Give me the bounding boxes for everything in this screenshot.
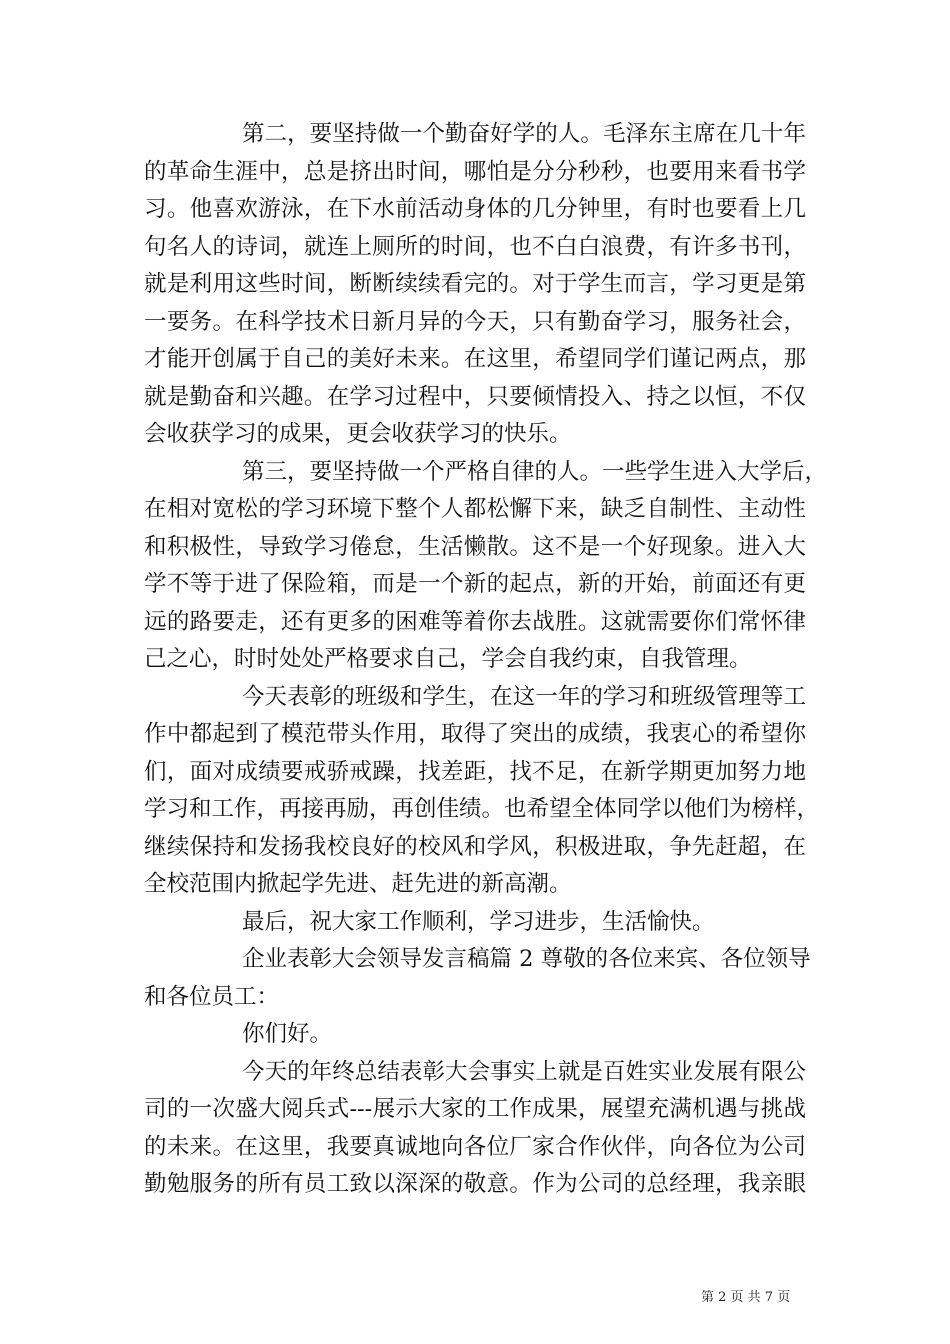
text-line: 己之心，时时处处严格要求自己，学会自我约束，自我管理。 [144, 646, 752, 672]
text-line: 一要务。在科学技术日新月异的今天，只有勤奋学习，服务社会， [144, 308, 806, 335]
text-line: 句名人的诗词，就连上厕所的时间，也不白白浪费，有许多书刊， [144, 233, 806, 260]
text-line: 全校范围内掀起学先进、赶先进的新高潮。 [144, 871, 572, 897]
text-line: 今天的年终总结表彰大会事实上就是百姓实业发展有限公 [242, 1058, 806, 1085]
text-line: 你们好。 [242, 1021, 333, 1047]
text-line: 和各位员工： [144, 983, 280, 1010]
text-line: 们，面对成绩要戒骄戒躁，找差距，找不足，在新学期更加努力地 [144, 758, 806, 785]
text-line: 习。他喜欢游泳，在下水前活动身体的几分钟里，有时也要看上几 [144, 196, 806, 222]
page-footer [0, 1288, 950, 1312]
text-line: 继续保持和发扬我校良好的校风和学风，积极进取，争先赶超，在 [144, 833, 806, 860]
text-line: 企业表彰大会领导发言稿篇 2 尊敬的各位来宾、各位领导 [242, 946, 811, 972]
text-line: 最后，祝大家工作顺利，学习进步，生活愉快。 [242, 908, 715, 935]
text-line: 今天表彰的班级和学生，在这一年的学习和班级管理等工 [242, 683, 806, 710]
page-number: 第 2 页 共 7 页 [701, 1290, 791, 1305]
text-line: 司的一次盛大阅兵式---展示大家的工作成果，展望充满机遇与挑战 [144, 1096, 806, 1122]
text-line: 远的路要走，还有更多的困难等着你去战胜。这就需要你们常怀律 [144, 608, 806, 635]
text-line: 勤勉服务的所有员工致以深深的敬意。作为公司的总经理，我亲眼 [144, 1171, 806, 1197]
body-text [144, 116, 828, 1204]
text-line: 才能开创属于自己的美好未来。在这里，希望同学们谨记两点，那 [144, 346, 806, 372]
text-line: 第三，要坚持做一个严格自律的人。一些学生进入大学后， [242, 458, 828, 485]
text-line: 会收获学习的成果，更会收获学习的快乐。 [144, 421, 572, 447]
text-line: 就是勤奋和兴趣。在学习过程中，只要倾情投入、持之以恒，不仅 [144, 383, 806, 410]
text-line: 学习和工作，再接再励，再创佳绩。也希望全体同学以他们为榜样， [144, 796, 820, 822]
text-line: 在相对宽松的学习环境下整个人都松懈下来，缺乏自制性、主动性 [144, 496, 806, 522]
text-line: 和积极性，导致学习倦怠，生活懒散。这不是一个好现象。进入大 [144, 533, 806, 560]
text-line: 的革命生涯中，总是挤出时间，哪怕是分分秒秒，也要用来看书学 [144, 158, 806, 185]
text-line: 的未来。在这里，我要真诚地向各位厂家合作伙伴，向各位为公司 [144, 1133, 806, 1160]
text-line: 作中都起到了模范带头作用，取得了突出的成绩，我衷心的希望你 [144, 721, 806, 747]
text-line: 学不等于进了保险箱，而是一个新的起点，新的开始，前面还有更 [144, 571, 806, 597]
text-line: 第二，要坚持做一个勤奋好学的人。毛泽东主席在几十年 [242, 121, 806, 147]
text-line: 就是利用这些时间，断断续续看完的。对于学生而言，学习更是第 [144, 271, 806, 297]
